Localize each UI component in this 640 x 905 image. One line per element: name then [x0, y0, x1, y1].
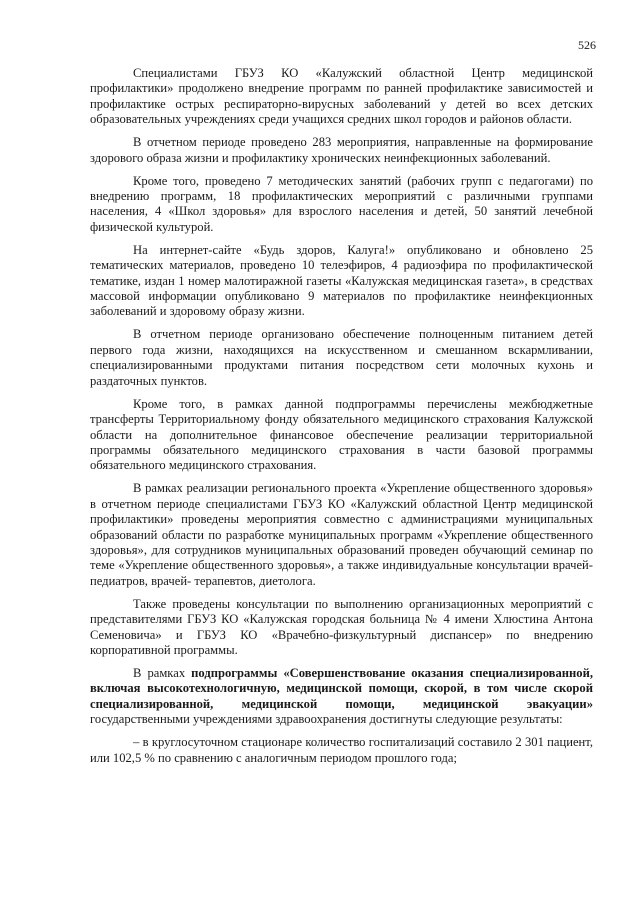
paragraph-media-publications: На интернет-сайте «Будь здоров, Калуга!» опубликовано и обновлено 25 тематических материалов, проведено 10 телеэфиров, 4 радиоэфира по профилактической тематике, издан 1 номер малотиражной газеты «Калужская медицинская газета», в средствах массовой информации опубликовано 9 материалов по профилактике неинфекционных заболеваний и здоровому образу жизни.	[90, 242, 593, 319]
paragraph-prevention-programs: Специалистами ГБУЗ КО «Калужский областной Центр медицинской профилактики» продолжено внедрение программ по ранней профилактике зависимостей и профилактике острых респираторно-вирусных заболеваний у детей во всех детских образовательных учреждениях среди учащихся средних школ городов и районов области.	[90, 66, 593, 127]
page-number: 526	[578, 38, 596, 52]
paragraph-subprogram-results	[90, 666, 593, 728]
paragraph-interbudget-transfers: Кроме того, в рамках данной подпрограммы перечислены межбюджетные трансферты Территориальному фонду обязательного медицинского страхования Калужской области на дополнительное финансовое обеспечение реализации территориальной программы обязательного медицинского страхования в части базовой программы обязательного медицинского страхования.	[90, 396, 593, 473]
paragraph-public-health-project: В рамках реализации регионального проекта «Укрепление общественного здоровья» в отчетном периоде специалистами ГБУЗ КО «Калужский областной Центр медицинской профилактики» проведены мероприятия совместно с администрациями муниципальных образований области по разработке муниципальных программ «Укрепление общественного здоровья», для сотрудников муниципальных образований проведен обучающий семинар по теме «Укрепление общественного здоровья», а также индивидуальные консультации врачей-педиатров, врачей- терапевтов, диетолога.	[90, 481, 593, 588]
subprogram-title: подпрограммы «Совершенствование оказания специализированной, включая высокотехнологичную, медицинской помощи, скорой, в том числе скорой специализированной, медицинской помощи, медицинской эвакуации»	[90, 665, 593, 711]
document-body	[90, 66, 593, 766]
paragraph-consultations: Также проведены консультации по выполнению организационных мероприятий с представителями ГБУЗ КО «Калужская городская больница № 4 имени Хлюстина Антона Семеновича» и ГБУЗ КО «Врачебно-физкультурный диспансер» по внедрению корпоративной программы.	[90, 596, 593, 657]
subprogram-outro-text: государственными учреждениями здравоохранения достигнуты следующие результаты:	[90, 712, 563, 727]
paragraph-events-count: В отчетном периоде проведено 283 мероприятия, направленные на формирование здорового образа жизни и профилактику хронических неинфекционных заболеваний.	[90, 135, 593, 165]
paragraph-infant-nutrition: В отчетном периоде организовано обеспечение полноценным питанием детей первого года жизни, находящихся на искусственном и смешанном вскармливании, специализированными продуктами питания посредством сети молочных кухонь и раздаточных пунктов.	[90, 327, 593, 388]
paragraph-methodical-sessions: Кроме того, проведено 7 методических занятий (рабочих групп с педагогами) по внедрению программ, 18 профилактических мероприятий с различными группами населения, 4 «Школ здоровья» для взрослого населения и детей, 50 занятий лечебной физической культурой.	[90, 173, 593, 234]
paragraph-hospitalizations: – в круглосуточном стационаре количество госпитализаций составило 2 301 пациент, или 102,5 % по сравнению с аналогичным периодом прошлого года;	[90, 735, 593, 765]
subprogram-intro-text: В рамках	[133, 665, 192, 680]
